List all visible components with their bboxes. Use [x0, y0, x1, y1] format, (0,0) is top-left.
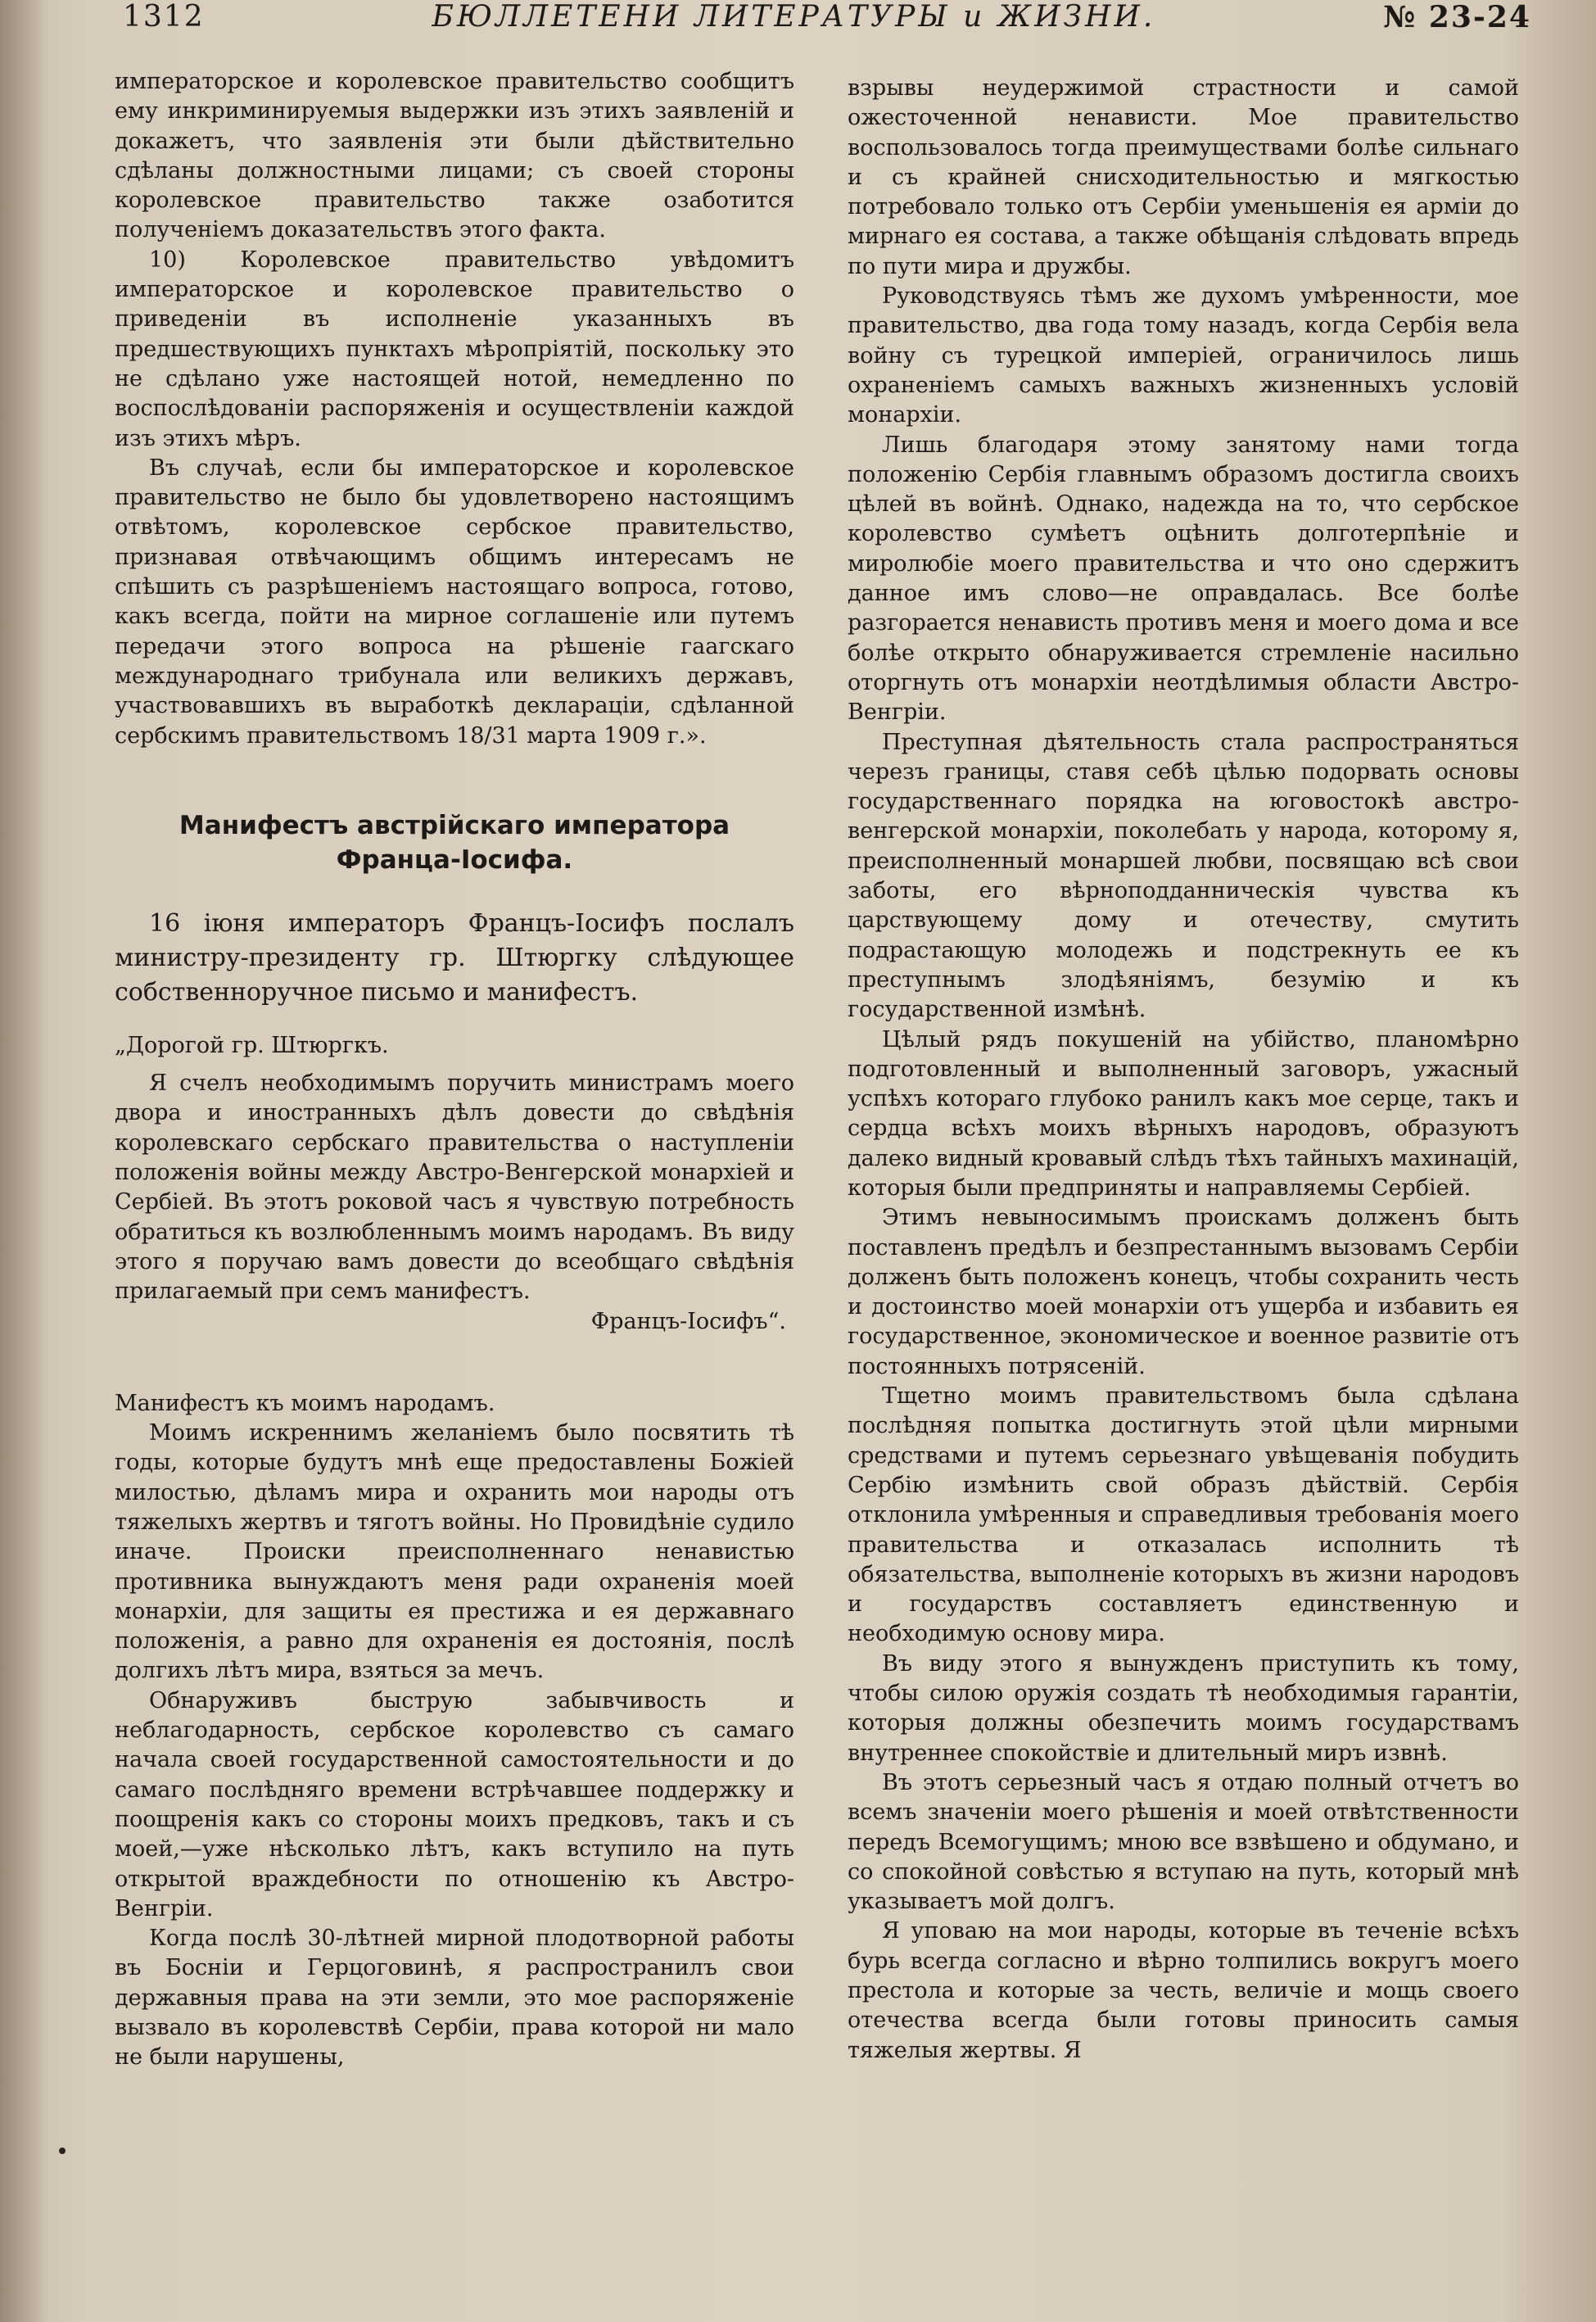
paragraph: Въ этотъ серьезный часъ я отдаю полный отчетъ во всемъ значеніи моего рѣшенія и моей отвѣтственности передъ Всемогущимъ; мною все взвѣшено и обдумано, и со спокойной совѣстью я вступаю на путь, который мнѣ указываетъ мой долгъ.: [848, 1769, 1519, 1915]
paragraph: Моимъ искреннимъ желаніемъ было посвятить тѣ годы, которые будутъ мнѣ еще предоставлены Божіей милостью, дѣламъ мира и охранить мои народы отъ тяжелыхъ жертвъ и тяготъ войны. Но Провидѣніе судило иначе. Происки преисполненнаго ненавистью противника вынуждаютъ меня ради охраненія моей монархіи, для защиты ея престижа и ея державнаго положенія, а равно для охраненія ея достоянія, послѣ долгихъ лѣтъ мира, взяться за мечъ.: [115, 1420, 794, 1684]
article-heading: Манифестъ австрійскаго императора Франца-Іосифа.: [179, 810, 730, 875]
paragraph: Въ виду этого я вынужденъ приступить къ тому, чтобы силою оружія создать тѣ необходимыя гарантіи, которыя должны обезпечить моимъ государствамъ внутреннее спокойствіе и длительный миръ извнѣ.: [848, 1650, 1519, 1766]
paragraph: Цѣлый рядъ покушеній на убійство, планомѣрно подготовленный и выполненный заговоръ, ужасный успѣхъ котораго глубоко ранилъ какъ мое серце, такъ и сердца всѣхъ моихъ вѣрныхъ народовъ, образуютъ далеко видный кровавый слѣдъ тѣхъ тайныхъ махинацій, которыя были предприняты и направляемы Сербіей.: [848, 1026, 1519, 1201]
paragraph: Руководствуясь тѣмъ же духомъ умѣренности, мое правительство, два года тому назадъ, когда Сербія вела войну съ турецкой имперіей, ограничилось лишь охраненіемъ самыхъ важныхъ жизненныхъ условій монархіи.: [848, 283, 1519, 428]
running-title: БЮЛЛЕТЕНИ ЛИТЕРАТУРЫ и ЖИЗНИ.: [432, 0, 1156, 34]
paragraph: Преступная дѣятельность стала распространяться черезъ границы, ставя себѣ цѣлью подорвать основы государственнаго порядка на юговостокѣ австро-венгерской монархіи, поколебать у народа, которому я, преисполненный монаршей любви, посвящаю всѣ свои заботы, его вѣрноподданническія чувства къ царствующему дому и отечеству, смутить подрастающую молодежь и подстрекнуть ее къ преступнымъ злодѣяніямъ, безумію и къ государственной измѣнѣ.: [848, 729, 1519, 1023]
letter-salutation: „Дорогой гр. Штюргкъ.: [115, 1032, 389, 1058]
letter-body: Я счелъ необходимымъ поручить министрамъ моего двора и иностранныхъ дѣлъ довести до свѣдѣнія королевскаго сербскаго правительства о наступленіи положенія войны между Австро-Венгерской монархіей и Сербіей. Въ этотъ роковой часъ я чувствую потребность обратиться къ возлюбленнымъ моимъ народамъ. Въ виду этого я поручаю вамъ довести до всеобщаго свѣдѣнія прилагаемый при семъ манифестъ.: [115, 1070, 794, 1305]
paragraph: Тщетно моимъ правительствомъ была сдѣлана послѣдняя попытка достигнуть этой цѣли мирными средствами и путемъ серьезнаго увѣщеванія побудить Сербію измѣнить свой образъ дѣйствій. Сербія отклонила умѣренныя и справедливыя требованія моего правительства и отказалась исполнить тѣ обязательства, выполненіе которыхъ въ жизни народовъ и государствъ составляетъ единственную и необходимую основу мира.: [848, 1383, 1519, 1647]
right-column: [848, 74, 1519, 2310]
paragraph: взрывы неудержимой страстности и самой ожесточенной ненависти. Мое правительство воспользовалось тогда преимуществами болѣе сильнаго и съ крайней снисходительностью и мягкостью потребовало только отъ Сербіи уменьшенія ея арміи до мирнаго ея состава, а также обѣщанія слѣдовать впредь по пути мира и дружбы.: [848, 75, 1519, 279]
manifesto-title: Манифестъ къ моимъ народамъ.: [115, 1390, 495, 1416]
paragraph: 10) Королевское правительство увѣдомитъ императорское и королевское правительство о приведеніи въ исполненіе указанныхъ въ предшествующихъ пунктахъ мѣропріятій, поскольку это не сдѣлано уже настоящей нотой, немедленно по воспослѣдованіи распоряженія и осуществленіи каждой изъ этихъ мѣръ.: [115, 247, 794, 451]
page-number: 1312: [123, 0, 205, 34]
paragraph: императорское и королевское правительство сообщитъ ему инкриминируемыя выдержки изъ этихъ заявленій и докажетъ, что заявленія эти были дѣйствительно сдѣланы должностными лицами; съ своей стороны королевское правительство также озаботится полученіемъ доказательствъ этого факта.: [115, 69, 794, 243]
ink-speck: [59, 2148, 66, 2154]
article-lead: 16 іюня императоръ Францъ-Іосифъ послалъ министру-президенту гр. Штюргку слѣдующее собственноручное письмо и манифестъ.: [115, 908, 794, 1007]
paragraph: Я уповаю на мои народы, которые въ теченіе всѣхъ бурь всегда согласно и вѣрно толпились вокругъ моего престола и которые за честь, величіе и мощь своего отечества всегда были готовы приносить самыя тяжелыя жертвы. Я: [848, 1918, 1519, 2063]
issue-number: № 23-24: [1383, 0, 1531, 34]
letter-signature: Францъ-Іосифъ“.: [590, 1308, 786, 1334]
page-spine-shadow: [0, 0, 49, 2322]
paragraph: Обнаруживъ быструю забывчивость и неблагодарность, сербское королевство съ самаго начала своей государственной самостоятельности и до самаго послѣдняго времени встрѣчавшее поддержку и поощренія какъ со стороны моихъ предковъ, такъ и съ моей,—уже нѣсколько лѣтъ, какъ вступило на путь открытой враждебности по отношенію къ Австро-Венгріи.: [115, 1687, 794, 1921]
paragraph: Когда послѣ 30-лѣтней мирной плодотворной работы въ Босніи и Герцоговинѣ, я распространилъ свои державныя права на эти земли, это мое распоряженіе вызвало въ королевствѣ Сербіи, права которой ни мало не были нарушены,: [115, 1926, 794, 2071]
paragraph: Этимъ невыносимымъ проискамъ долженъ быть поставленъ предѣлъ и безпрестаннымъ вызовамъ Сербіи долженъ быть положенъ конецъ, чтобы сохранить честь и достоинство моей монархіи отъ ущерба и избавить ея государственное, экономическое и военное развитіе отъ постоянныхъ потрясеній.: [848, 1205, 1519, 1379]
paragraph: Лишь благодаря этому занятому нами тогда положенію Сербія главнымъ образомъ достигла своихъ цѣлей въ войнѣ. Однако, надежда на то, что сербское королевство сумѣетъ оцѣнить долготерпѣніе и миролюбіе моего правительства и что оно сдержитъ данное имъ слово—не оправдалась. Все болѣе разгорается ненависть противъ меня и моего дома и все болѣе открыто обнаруживается стремленіе насильно оторгнуть отъ монархіи неотдѣлимыя области Австро-Венгріи.: [848, 432, 1519, 726]
left-column: [115, 67, 794, 2303]
page-header: [123, 0, 1531, 38]
paragraph: Въ случаѣ, если бы императорское и королевское правительство не было бы удовлетворено настоящимъ отвѣтомъ, королевское сербское правительство, признавая отвѣчающимъ общимъ интересамъ не спѣшить съ разрѣшеніемъ настоящаго вопроса, готово, какъ всегда, пойти на мирное соглашеніе или путемъ передачи этого вопроса на рѣшеніе гаагскаго международнаго трибунала или великихъ державъ, участвовавшихъ въ выработкѣ декларацiи, сдѣланной сербскимъ правительствомъ 18/31 марта 1909 г.».: [115, 455, 794, 749]
